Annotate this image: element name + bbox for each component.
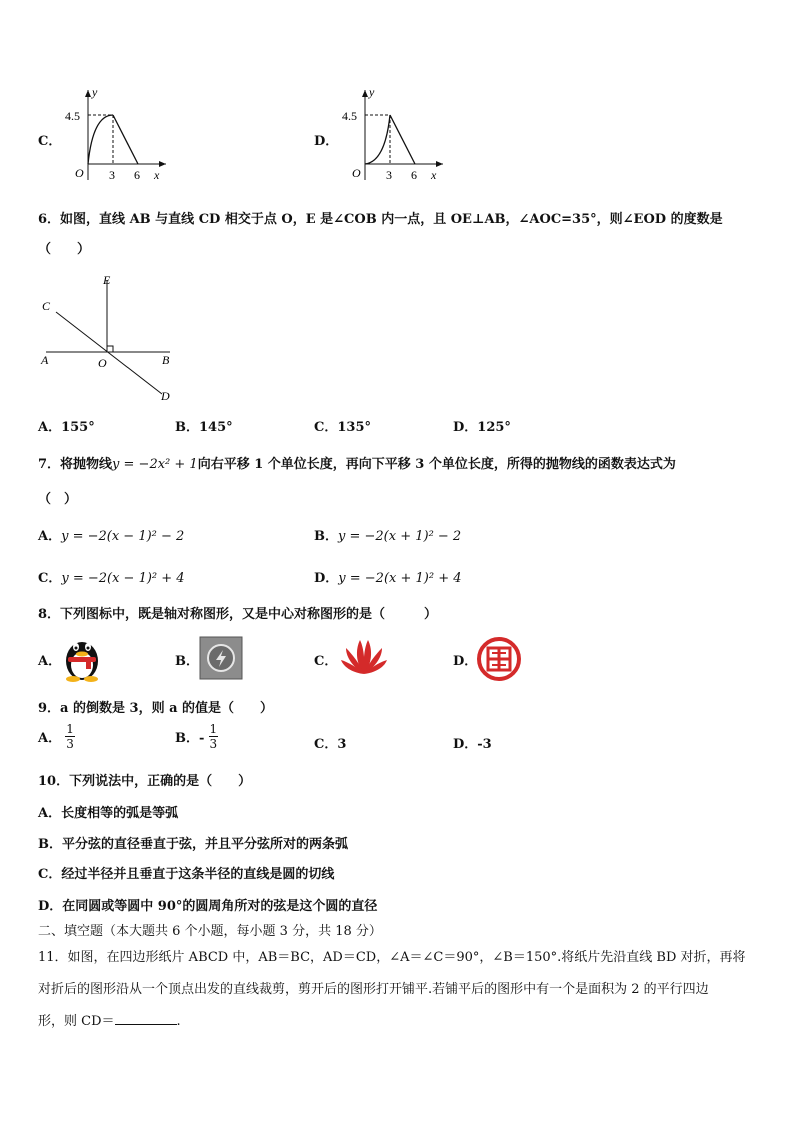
q11-line3: 形，则 CD＝ . xyxy=(38,1014,181,1029)
svg-text:3: 3 xyxy=(386,168,392,182)
point-o: O xyxy=(98,356,107,370)
q9-option-c: C．3 xyxy=(314,737,347,752)
q8-label-d: D． xyxy=(453,654,478,669)
y-tick-label: 4.5 xyxy=(65,109,80,123)
q9-option-a: A． $\frac{1}{3}$ xyxy=(38,722,74,751)
point-d: D xyxy=(161,389,170,403)
q6-option-a: A．155° xyxy=(38,420,95,435)
q7-paren: （ ） xyxy=(38,492,78,507)
q10-stem: 10．下列说法中，正确的是（ ） xyxy=(38,774,252,789)
q7-formula: y = −2x² + 1 xyxy=(112,457,198,472)
q9-option-b: B．- $\frac{1}{3}$ xyxy=(175,722,218,751)
svg-text:O: O xyxy=(352,166,361,180)
q6-option-d: D．125° xyxy=(453,420,511,435)
q6-paren: （ ） xyxy=(38,242,91,257)
y-axis-label: y xyxy=(92,85,98,99)
q7-option-d: D．y = −2(x + 1)² + 4 xyxy=(314,571,462,586)
q10-option-a: A．长度相等的弧是等弧 xyxy=(38,806,179,821)
svg-text:6: 6 xyxy=(411,168,417,182)
q11-line2: 对折后的图形沿从一个顶点出发的直线裁剪，剪开后的图形打开铺平.若铺平后的图形中有一个是面积为 2 的平行四边 xyxy=(38,982,709,997)
power-button-icon xyxy=(199,636,243,680)
q7-option-b: B．y = −2(x + 1)² − 2 xyxy=(314,529,462,544)
q6-figure xyxy=(36,268,186,408)
q10-option-c: C．经过半径并且垂直于这条半径的直线是圆的切线 xyxy=(38,867,335,882)
point-b: B xyxy=(162,353,170,367)
option-c-label: C． xyxy=(38,134,62,149)
svg-text:4.5: 4.5 xyxy=(342,109,357,123)
point-a: A xyxy=(41,353,49,367)
graph-c xyxy=(58,82,173,187)
x-tick-3: 3 xyxy=(109,168,115,182)
q7-option-a: A．y = −2(x − 1)² − 2 xyxy=(38,529,185,544)
section-heading: 二、填空题（本大题共 6 个小题，每小题 3 分，共 18 分） xyxy=(38,924,382,939)
q6-option-c: C．135° xyxy=(314,420,371,435)
point-e: E xyxy=(103,273,111,287)
point-c: C xyxy=(42,299,51,313)
q8-label-b: B． xyxy=(175,654,199,669)
q10-option-b: B．平分弦的直径垂直于弦，并且平分弦所对的两条弧 xyxy=(38,837,348,852)
q8-stem: 8．下列图标中，既是轴对称图形，又是中心对称图形的是（ ） xyxy=(38,607,438,622)
origin-label: O xyxy=(75,166,84,180)
q9-option-d: D．-3 xyxy=(453,737,492,752)
petal-flower-icon xyxy=(340,636,388,678)
q7-option-c: C．y = −2(x − 1)² + 4 xyxy=(38,571,185,586)
option-d-label: D． xyxy=(314,134,339,149)
penguin-icon xyxy=(60,633,104,683)
svg-text:x: x xyxy=(431,168,437,182)
graph-d xyxy=(335,82,450,187)
svg-text:y: y xyxy=(369,85,375,99)
q11-line1: 11．如图，在四边形纸片 ABCD 中，AB＝BC，AD＝CD，∠A＝∠C＝90°，∠B＝150°.将纸片先沿直线 BD 对折，再将 xyxy=(38,950,746,965)
answer-blank xyxy=(115,1012,177,1025)
q8-label-a: A． xyxy=(38,654,62,669)
x-axis-label: x xyxy=(154,168,160,182)
bank-seal-icon xyxy=(476,636,522,682)
q9-stem: 9．a 的倒数是 3，则 a 的值是（ ） xyxy=(38,701,274,716)
q6-option-b: B．145° xyxy=(175,420,233,435)
x-tick-6: 6 xyxy=(134,168,140,182)
q8-label-c: C． xyxy=(314,654,338,669)
q7-stem: 7．将抛物线y = −2x² + 1向右平移 1 个单位长度，再向下平移 3 个单位长度，所得的抛物线的函数表达式为 xyxy=(38,457,676,472)
q6-stem: 6．如图，直线 AB 与直线 CD 相交于点 O，E 是∠COB 内一点，且 OE⊥AB，∠AOC=35°，则∠EOD 的度数是 xyxy=(38,212,723,227)
q10-option-d: D．在同圆或等圆中 90°的圆周角所对的弦是这个圆的直径 xyxy=(38,899,378,914)
